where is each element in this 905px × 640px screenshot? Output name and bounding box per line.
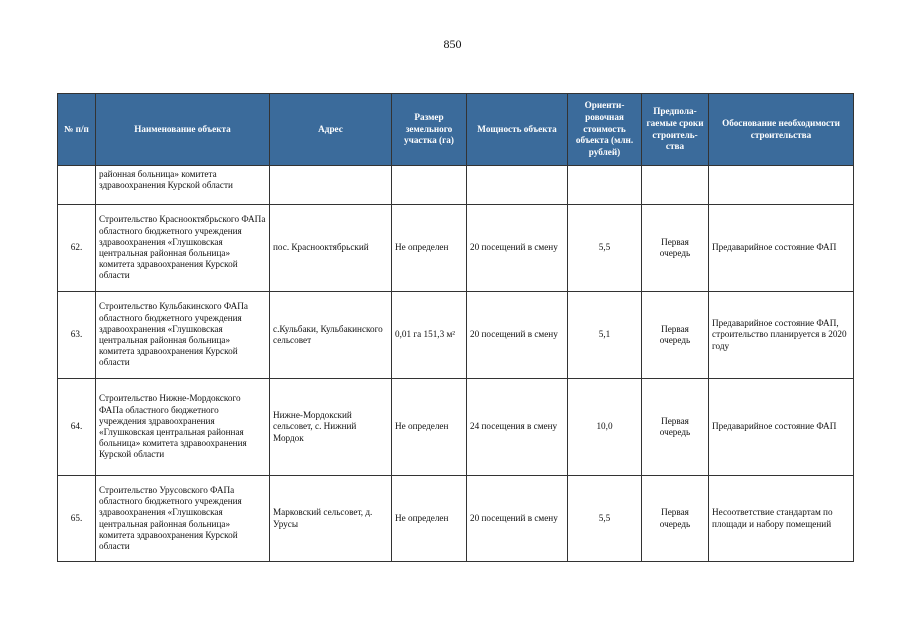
- cell-reason: Предаварийное состояние ФАП: [709, 205, 854, 292]
- cell-land: Не определен: [392, 379, 467, 476]
- table-row: [58, 205, 854, 292]
- header-address: Адрес: [270, 94, 392, 166]
- cell-number: 64.: [58, 379, 96, 476]
- cell-capacity: [467, 166, 568, 205]
- cell-land: Не определен: [392, 205, 467, 292]
- header-cost: Ориенти-ровочная стоимость объекта (млн. рублей): [568, 94, 642, 166]
- header-name: Наименование объекта: [96, 94, 270, 166]
- cell-address: [270, 166, 392, 205]
- header-capacity: Мощность объекта: [467, 94, 568, 166]
- header-land-size: Размер земельного участка (га): [392, 94, 467, 166]
- cell-turn: [642, 166, 709, 205]
- table-row: [58, 379, 854, 476]
- cell-number: 65.: [58, 476, 96, 562]
- cell-name: Строительство Кульбакинского ФАПа областного бюджетного учреждения здравоохранения «Глушковская центральная районная больница» комитета здравоохранения Курской области: [96, 292, 270, 379]
- cell-number: [58, 166, 96, 205]
- cell-name: районная больница» комитета здравоохранения Курской области: [96, 166, 270, 205]
- cell-reason: Предаварийное состояние ФАП, строительство планируется в 2020 году: [709, 292, 854, 379]
- cell-land: [392, 166, 467, 205]
- cell-reason: [709, 166, 854, 205]
- cell-capacity: 20 посещений в смену: [467, 476, 568, 562]
- cell-number: 62.: [58, 205, 96, 292]
- cell-name: Строительство Краснооктябрьского ФАПа областного бюджетного учреждения здравоохранения «Глушковская центральная районная больница» комитета здравоохранения Курской области: [96, 205, 270, 292]
- cell-address: Нижне-Мордокский сельсовет, с. Нижний Мордок: [270, 379, 392, 476]
- cell-cost: [568, 166, 642, 205]
- cell-turn: Первая очередь: [642, 476, 709, 562]
- table-row-continuation: [58, 166, 854, 205]
- cell-turn: Первая очередь: [642, 205, 709, 292]
- cell-capacity: 20 посещений в смену: [467, 292, 568, 379]
- cell-cost: 5,5: [568, 476, 642, 562]
- cell-name: Строительство Нижне-Мордокского ФАПа областного бюджетного учреждения здравоохранения «Глушковская центральная районная больница» комитета здравоохранения Курской области: [96, 379, 270, 476]
- table-row: [58, 476, 854, 562]
- cell-reason: Предаварийное состояние ФАП: [709, 379, 854, 476]
- header-number: № п/п: [58, 94, 96, 166]
- cell-address: Марковский сельсовет, д. Урусы: [270, 476, 392, 562]
- header-terms: Предпола-гаемые сроки строитель-ства: [642, 94, 709, 166]
- table-header-row: [58, 94, 854, 166]
- cell-capacity: 20 посещений в смену: [467, 205, 568, 292]
- cell-capacity: 24 посещения в смену: [467, 379, 568, 476]
- header-justification: Обоснование необходимости строительства: [709, 94, 854, 166]
- cell-land: Не определен: [392, 476, 467, 562]
- cell-address: с.Кульбаки, Кульбакинского сельсовет: [270, 292, 392, 379]
- table-row: [58, 292, 854, 379]
- objects-table: [57, 93, 854, 562]
- cell-cost: 10,0: [568, 379, 642, 476]
- cell-address: пос. Краснооктябрьский: [270, 205, 392, 292]
- cell-land: 0,01 га 151,3 м²: [392, 292, 467, 379]
- page-number: 850: [443, 37, 462, 51]
- cell-number: 63.: [58, 292, 96, 379]
- cell-reason: Несоответствие стандартам по площади и набору помещений: [709, 476, 854, 562]
- cell-cost: 5,1: [568, 292, 642, 379]
- cell-name: Строительство Урусовского ФАПа областного бюджетного учреждения здравоохранения «Глушковская центральная районная больница» комитета здравоохранения Курской области: [96, 476, 270, 562]
- cell-turn: Первая очередь: [642, 292, 709, 379]
- cell-cost: 5,5: [568, 205, 642, 292]
- cell-turn: Первая очередь: [642, 379, 709, 476]
